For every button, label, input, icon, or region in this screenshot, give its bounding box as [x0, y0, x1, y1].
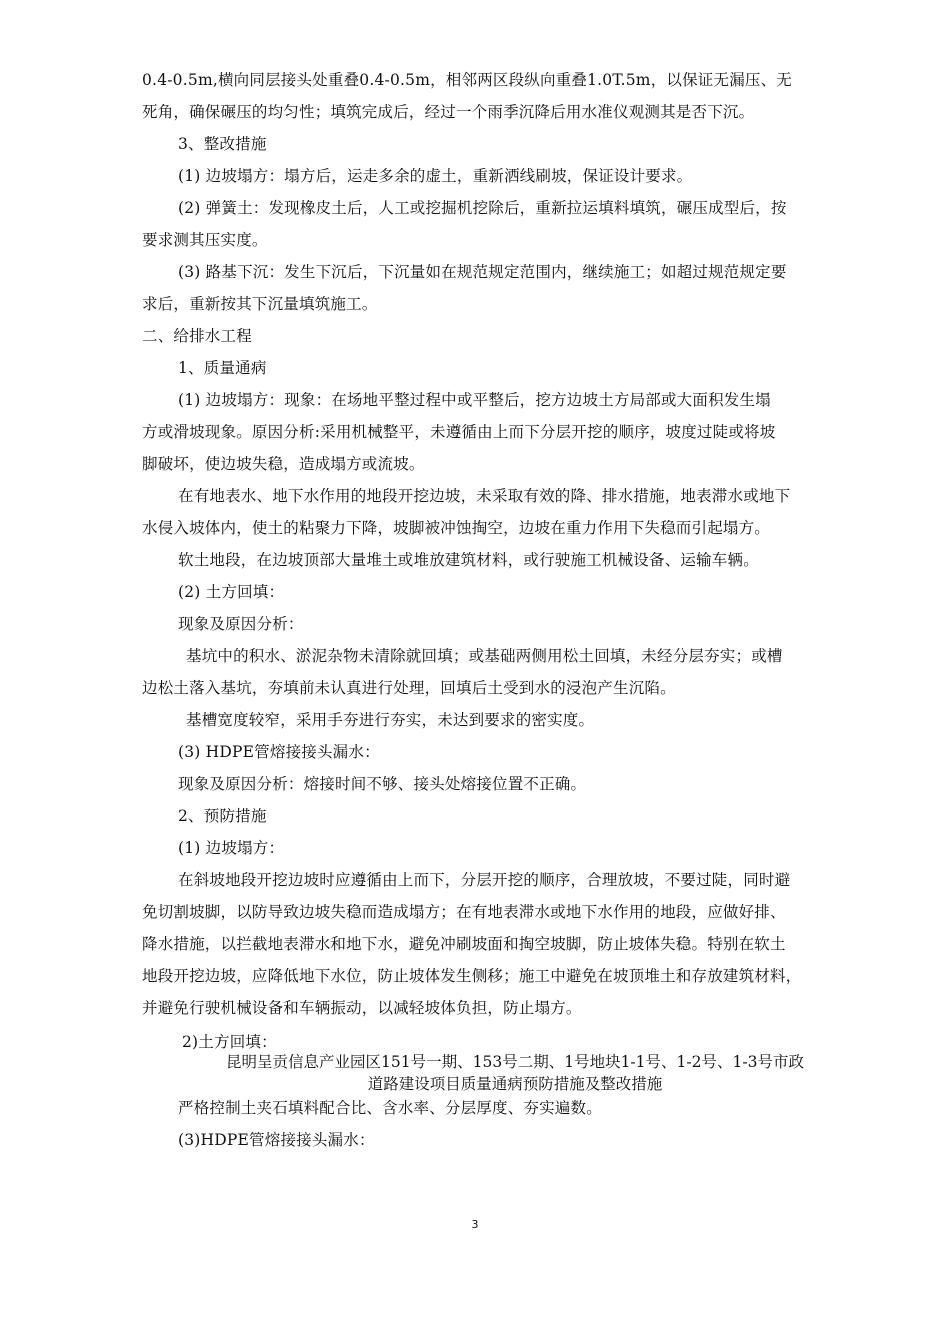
body-text-line: 死角，确保碾压的均匀性；填筑完成后，经过一个雨季沉降后用水准仪观测其是否下沉。	[142, 103, 755, 121]
section-heading: 3、整改措施	[178, 135, 267, 153]
running-header-text: 昆明呈贡信息产业园区151号一期、153号二期、1号地块1-1号、1-2号、1-3号市政	[226, 1053, 804, 1071]
body-text-line: (1) 边坡塌方：塌方后，运走多余的虚土，重新洒线刷坡，保证设计要求。	[178, 167, 693, 185]
body-text-line: 要求测其压实度。	[142, 231, 268, 249]
subsection-heading: 2)土方回填：	[182, 1033, 277, 1051]
page-number: 3	[471, 1218, 479, 1231]
body-text-line: 求后，重新按其下沉量填筑施工。	[142, 295, 378, 313]
body-text-line: 基槽宽度较窄，采用手夯进行夯实，未达到要求的密实度。	[186, 711, 595, 729]
subsection-heading: (1) 边坡塌方：	[178, 839, 285, 857]
section-heading: 1、质量通病	[178, 359, 267, 377]
body-text-line: 严格控制土夹石填料配合比、含水率、分层厚度、夯实遍数。	[178, 1099, 602, 1117]
body-text-line: 现象及原因分析：	[178, 615, 304, 633]
body-text-line: 水侵入坡体内，使土的粘聚力下降，坡脚被冲蚀掏空，边坡在重力作用下失稳而引起塌方。	[142, 519, 771, 537]
body-text-line: 降水措施，以拦截地表滞水和地下水，避免冲刷坡面和掏空坡脚，防止坡体失稳。特别在软土	[142, 935, 786, 953]
body-text-line: 在有地表水、地下水作用的地段开挖边坡，未采取有效的降、排水措施，地表滞水或地下	[178, 487, 791, 505]
section-heading: 2、预防措施	[178, 807, 267, 825]
body-text-line: 在斜坡地段开挖边坡时应遵循由上而下，分层开挖的顺序，合理放坡，不要过陡，同时避	[178, 871, 791, 889]
subsection-heading: (3)HDPE管熔接接头漏水：	[178, 1131, 375, 1149]
body-text-line: 0.4-0.5m,横向同层接头处重叠0.4-0.5m，相邻两区段纵向重叠1.0T.5m，以保证无漏压、无	[142, 71, 792, 89]
running-header-text: 道路建设项目质量通病预防措施及整改措施	[367, 1075, 663, 1093]
body-text-line: 边松土落入基坑，夯填前未认真进行处理，回填后土受到水的浸泡产生沉陷。	[142, 679, 676, 697]
subsection-heading: (2) 土方回填：	[178, 583, 285, 601]
body-text-line: 基坑中的积水、淤泥杂物未清除就回填；或基础两侧用松土回填，未经分层夯实；或槽	[186, 647, 783, 665]
body-text-line: (2) 弹簧土：发现橡皮土后，人工或挖掘机挖除后，重新拉运填料填筑，碾压成型后，按	[178, 199, 787, 217]
body-text-line: 软土地段，在边坡顶部大量堆土或堆放建筑材料，或行驶施工机械设备、运输车辆。	[178, 551, 759, 569]
body-text-line: (1) 边坡塌方：现象：在场地平整过程中或平整后，挖方边坡土方局部或大面积发生塌	[178, 391, 771, 409]
body-text-line: 免切割坡脚，以防导致边坡失稳而造成塌方；在有地表滞水或地下水作用的地段，应做好排、	[142, 903, 786, 921]
running-header-line2	[195, 1074, 835, 1094]
chapter-heading: 二、给排水工程	[142, 327, 252, 345]
body-text-line: 现象及原因分析：熔接时间不够、接头处熔接位置不正确。	[178, 775, 587, 793]
body-text-line: 并避免行驶机械设备和车辆振动，以减轻坡体负担，防止塌方。	[142, 999, 582, 1017]
subsection-heading: (3) HDPE管熔接接头漏水：	[178, 743, 380, 761]
running-header-line1	[195, 1052, 835, 1072]
body-text-line: 地段开挖边坡，应降低地下水位，防止坡体发生侧移；施工中避免在坡顶堆土和存放建筑材料，	[142, 967, 802, 985]
body-text-line: 脚破坏，使边坡失稳，造成塌方或流坡。	[142, 455, 425, 473]
body-text-line: (3) 路基下沉：发生下沉后，下沉量如在规范规定范围内，继续施工；如超过规范规定要	[178, 263, 787, 281]
body-text-line: 方或滑坡现象。原因分析:采用机械整平，未遵循由上而下分层开挖的顺序，坡度过陡或将坡	[142, 423, 776, 441]
